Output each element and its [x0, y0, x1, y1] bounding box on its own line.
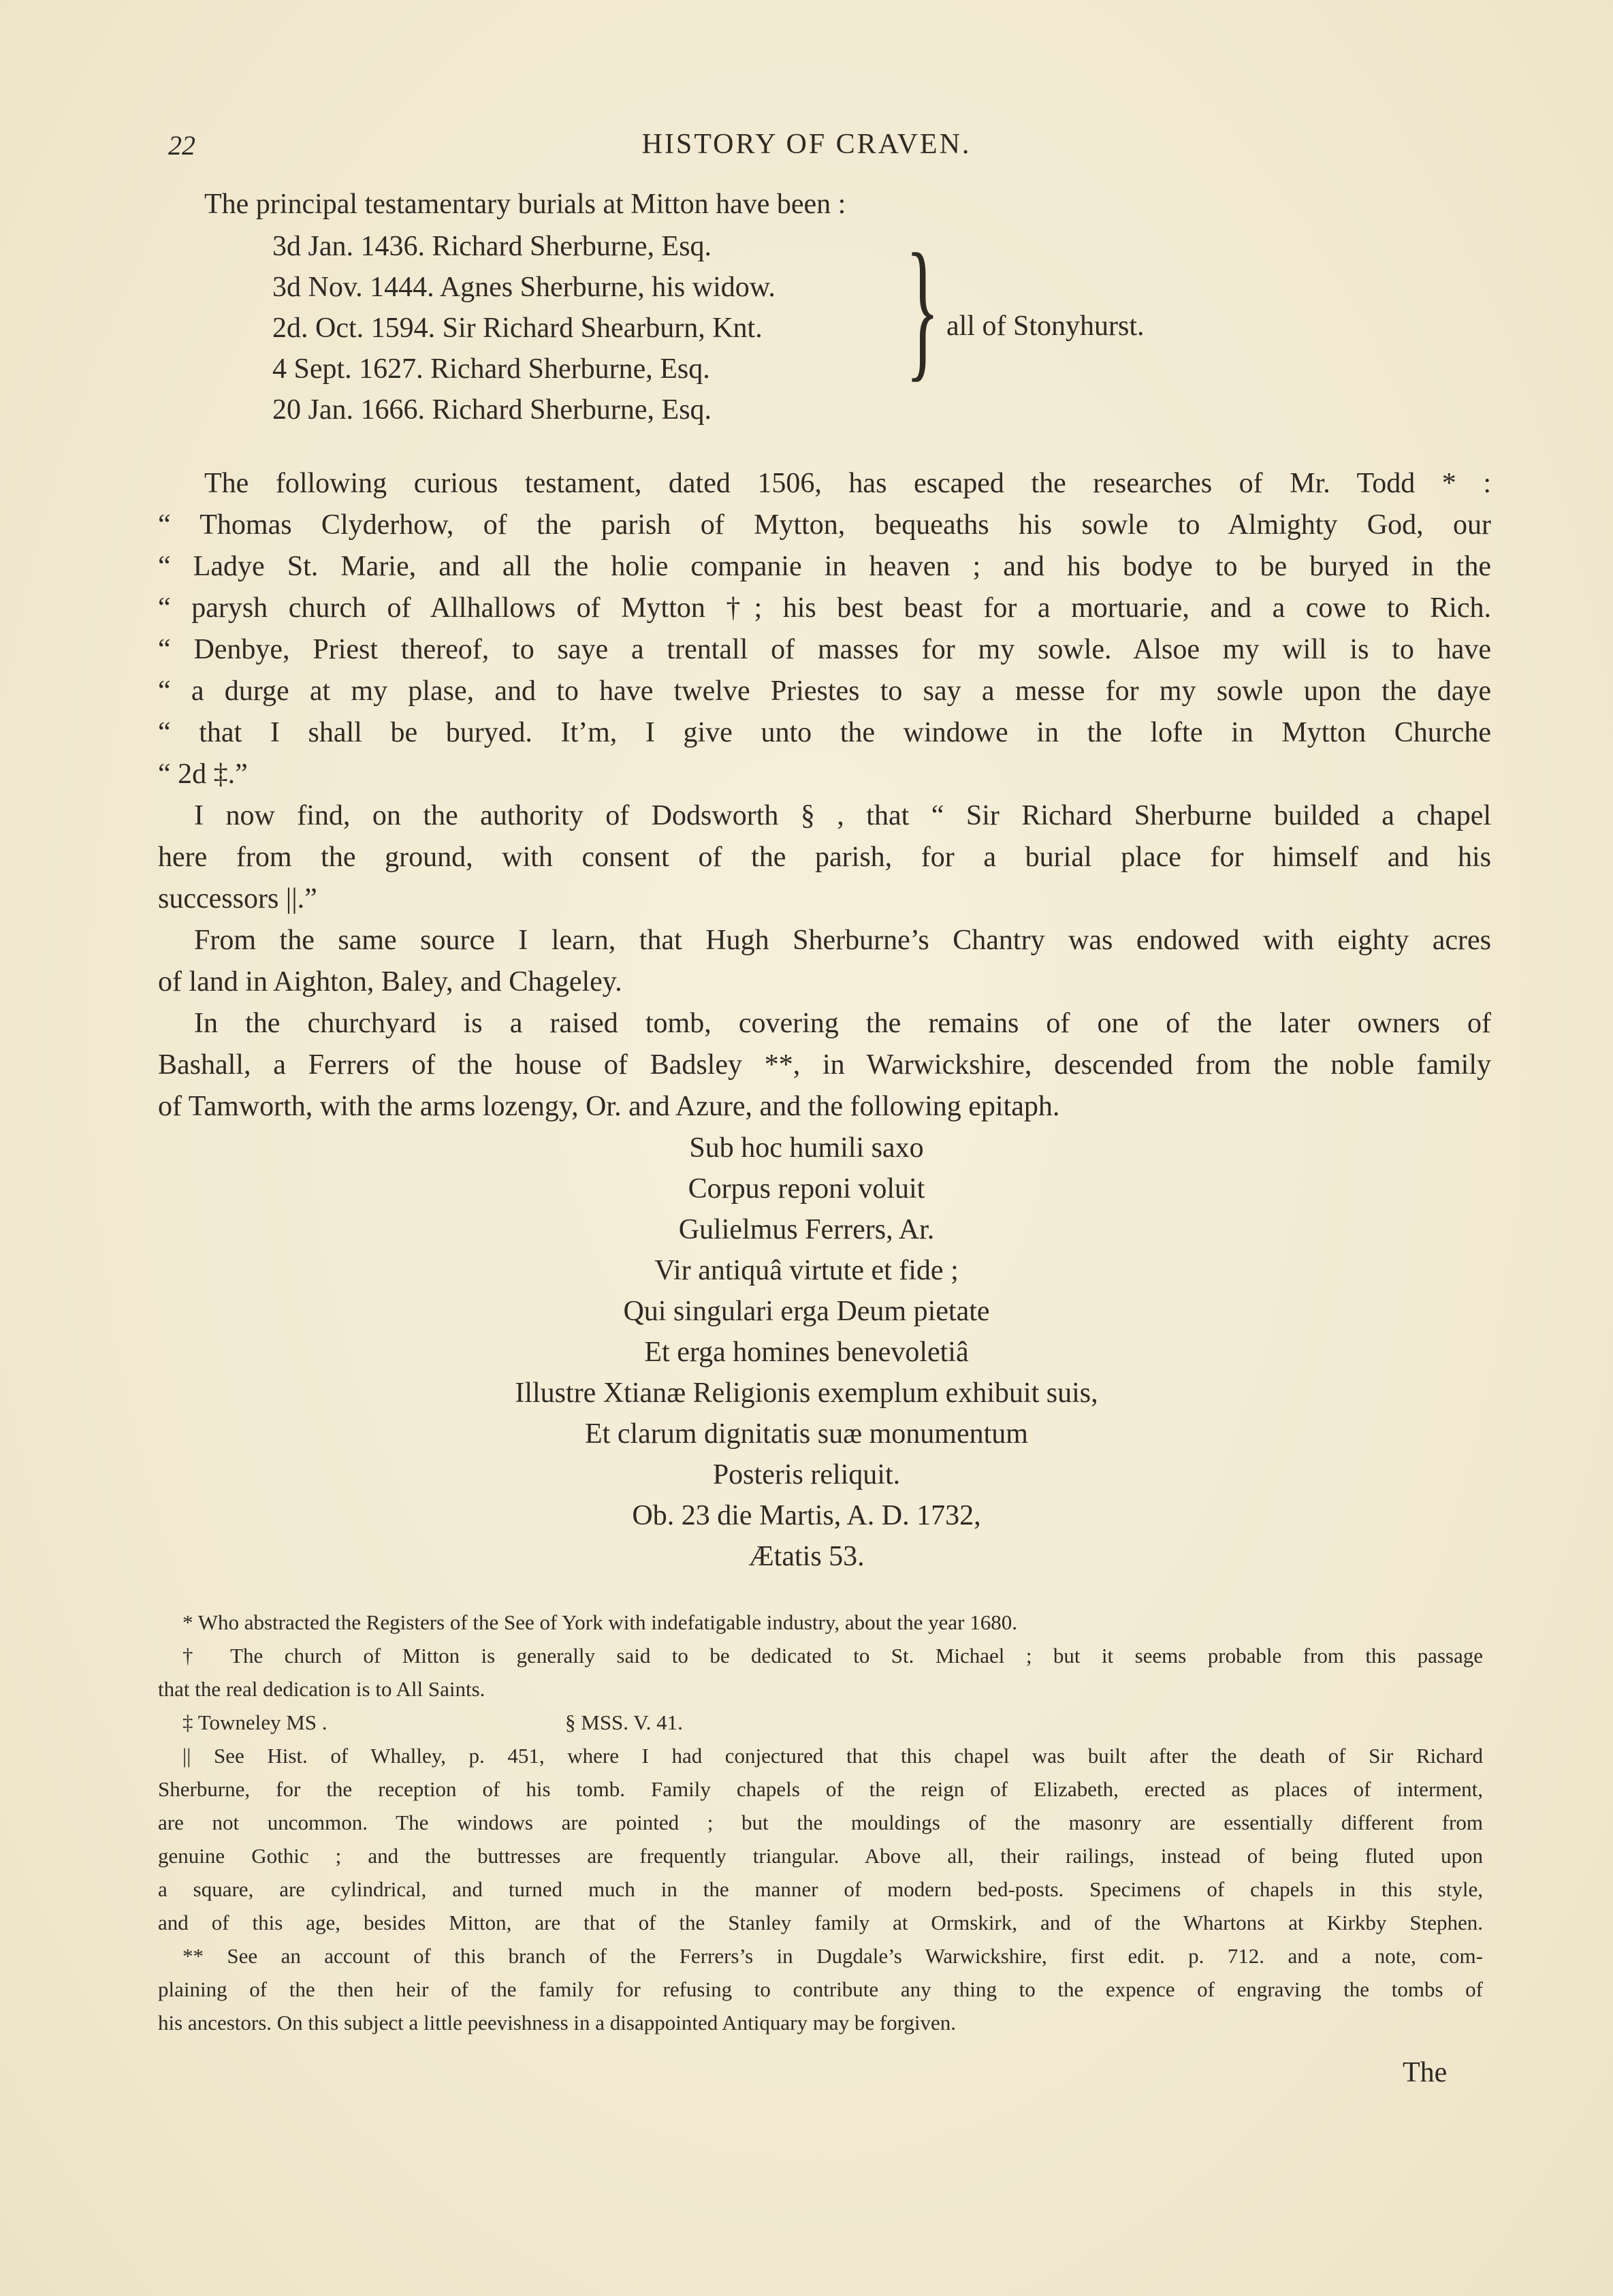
footnote-line: Sherburne, for the reception of his tomb. Family chapels of the reign of Elizabeth, erected as places of interment, [158, 1777, 1483, 1801]
testament-line: “ Ladye St. Marie, and all the holie companie in heaven ; and his bodye to be buryed in the [158, 551, 1491, 582]
footnote-line: * Who abstracted the Registers of the See of York with indefatigable industry, about the year 1680. [182, 1610, 1017, 1634]
epitaph-line: Sub hoc humili saxo [689, 1132, 924, 1164]
testament-line: “ that I shall be buryed. It’m, I give unto the windowe in the lofte in Mytton Churche [158, 717, 1491, 748]
paragraph-line: From the same source I learn, that Hugh Sherburne’s Chantry was endowed with eighty acres [194, 925, 1491, 956]
epitaph-line: Posteris reliquit. [712, 1459, 901, 1490]
paragraph-line: Bashall, a Ferrers of the house of Badsley **, in Warwickshire, descended from the noble family [158, 1049, 1491, 1081]
footnote-line: plaining of the then heir of the family for refusing to contribute any thing to the expence of engraving the tombs of [158, 1977, 1483, 2001]
epitaph-line: Corpus reponi voluit [688, 1173, 925, 1205]
paragraph-line: here from the ground, with consent of the parish, for a burial place for himself and his [158, 842, 1491, 873]
footnote-line: his ancestors. On this subject a little peevishness in a disappointed Antiquary may be forgiven. [158, 2011, 957, 2035]
curly-brace-icon: } [906, 221, 940, 395]
footnote-line: § MSS. V. 41. [565, 1710, 683, 1734]
testament-line: “ Thomas Clyderhow, of the parish of Mytton, bequeaths his sowle to Almighty God, our [158, 509, 1491, 541]
paragraph-line: of land in Aighton, Baley, and Chageley. [158, 966, 622, 998]
paragraph-line: successors ||.” [158, 883, 317, 914]
footnote-line: || See Hist. of Whalley, p. 451, where I had conjectured that this chapel was built after the death of Sir Richard [182, 1744, 1483, 1768]
burial-entry: 2d. Oct. 1594. Sir Richard Shearburn, Knt. [272, 313, 763, 344]
burial-entry: 4 Sept. 1627. Richard Sherburne, Esq. [272, 353, 710, 385]
paragraph-line: In the churchyard is a raised tomb, covering the remains of one of the later owners of [194, 1008, 1491, 1039]
testament-line: “ a durge at my plase, and to have twelve Priestes to say a messe for my sowle upon the daye [158, 675, 1491, 707]
page-number: 22 [168, 130, 195, 161]
footnote-line: are not uncommon. The windows are pointed ; but the mouldings of the masonry are essentially different from [158, 1811, 1483, 1834]
footnote-line: ‡ Towneley MS . [182, 1710, 328, 1734]
footnote-line: and of this age, besides Mitton, are that of the Stanley family at Ormskirk, and of the Whartons at Kirkby Stephen. [158, 1911, 1483, 1934]
epitaph-line: Ob. 23 die Martis, A. D. 1732, [632, 1500, 981, 1531]
footnote-line: ** See an account of this branch of the Ferrers’s in Dugdale’s Warwickshire, first edit. p. 712. and a note, com- [182, 1944, 1483, 1968]
burial-entry: 20 Jan. 1666. Richard Sherburne, Esq. [272, 394, 712, 426]
testament-line: “ 2d ‡.” [158, 759, 248, 790]
footnote-line: that the real dedication is to All Saints. [158, 1677, 485, 1701]
footnote-line: a square, are cylindrical, and turned much in the manner of modern bed-posts. Specimens of chapels in this style, [158, 1877, 1483, 1901]
footnote-line: † The church of Mitton is generally said to be dedicated to St. Michael ; but it seems probable from this passage [182, 1644, 1483, 1668]
testament-line: The following curious testament, dated 1506, has escaped the researches of Mr. Todd * : [204, 468, 1491, 499]
burial-entry: 3d Jan. 1436. Richard Sherburne, Esq. [272, 231, 712, 262]
paragraph-line: of Tamworth, with the arms lozengy, Or. and Azure, and the following epitaph. [158, 1091, 1060, 1122]
paragraph-line: I now find, on the authority of Dodsworth § , that “ Sir Richard Sherburne builded a chapel [194, 800, 1491, 831]
footnote-line: genuine Gothic ; and the buttresses are frequently triangular. Above all, their railings, instead of being fluted upon [158, 1844, 1483, 1868]
epitaph-line: Illustre Xtianæ Religionis exemplum exhibuit suis, [515, 1377, 1098, 1409]
burials-intro: The principal testamentary burials at Mitton have been : [204, 189, 846, 220]
epitaph-line: Et clarum dignitatis suæ monumentum [585, 1418, 1028, 1450]
burials-note: all of Stonyhurst. [946, 310, 1145, 342]
epitaph-line: Et erga homines benevoletiâ [644, 1337, 969, 1368]
running-title: HISTORY OF CRAVEN. [641, 129, 972, 160]
epitaph-line: Qui singulari erga Deum pietate [623, 1296, 990, 1327]
epitaph-line: Vir antiquâ virtute et fide ; [654, 1255, 959, 1286]
epitaph-line: Gulielmus Ferrers, Ar. [678, 1214, 935, 1245]
catchword: The [1403, 2057, 1448, 2088]
burial-entry: 3d Nov. 1444. Agnes Sherburne, his widow. [272, 272, 776, 303]
epitaph-line: Ætatis 53. [748, 1541, 865, 1572]
testament-line: “ Denbye, Priest thereof, to saye a trentall of masses for my sowle. Alsoe my will is to have [158, 634, 1491, 665]
testament-line: “ parysh church of Allhallows of Mytton †; his best beast for a mortuarie, and a cowe to Rich. [158, 592, 1491, 624]
